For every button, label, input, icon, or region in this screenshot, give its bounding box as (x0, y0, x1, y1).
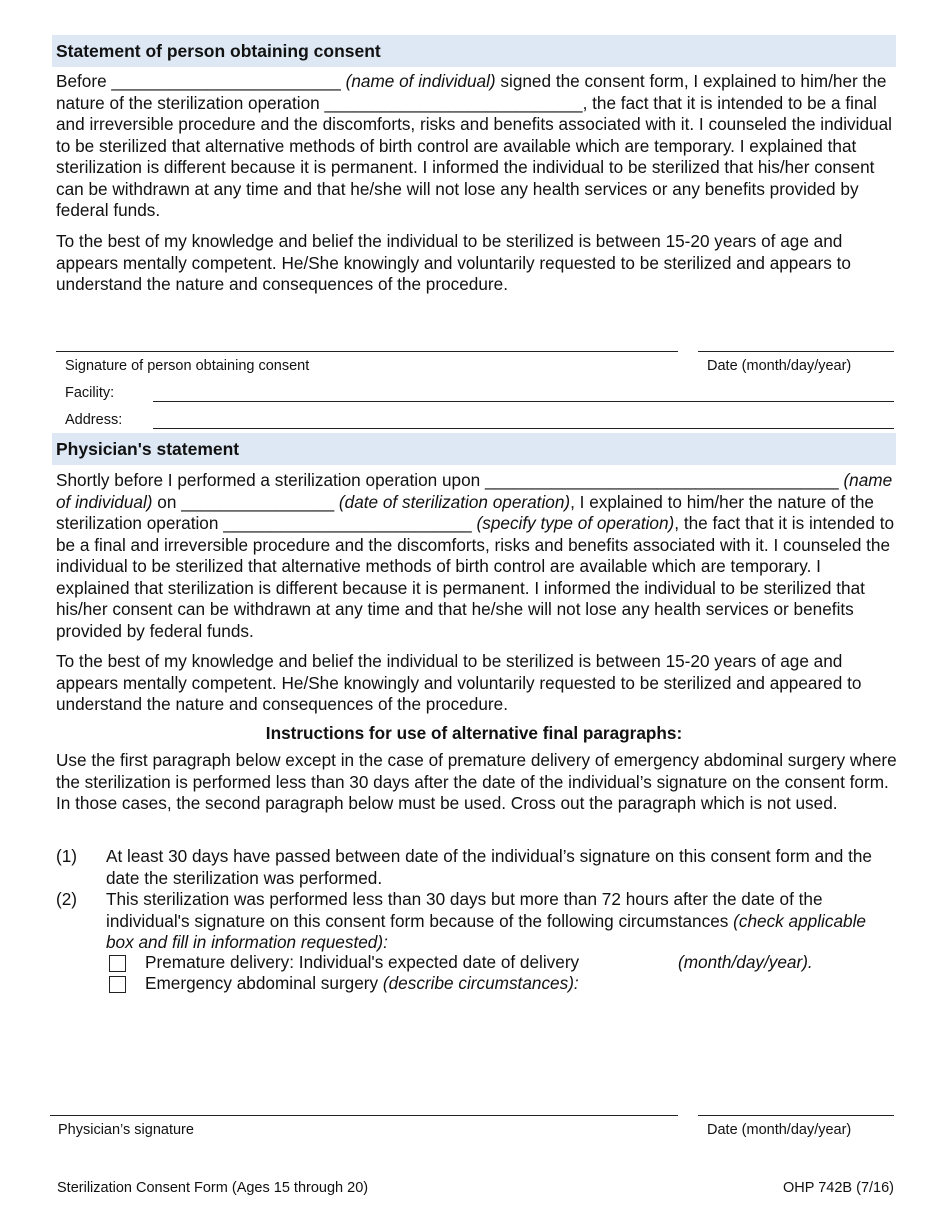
instructions-heading: Instructions for use of alternative final paragraphs: (265, 723, 683, 743)
consent-section-heading: Statement of person obtaining consent (56, 41, 381, 61)
operation-blank[interactable]: ___________________________ (324, 92, 583, 113)
physician-paragraph-2: To the best of my knowledge and belief the individual to be sterilized is between 15-20 years of age and appears mentally competent. He/She knowingly and voluntarily requested to be sterilized and appeared to understand the nature and consequences of the procedure. (56, 651, 862, 714)
address-label: Address: (65, 412, 123, 428)
emergency-surgery-checkbox[interactable] (109, 976, 126, 993)
consent-date-line[interactable] (698, 351, 894, 352)
premature-delivery-checkbox[interactable] (109, 955, 126, 972)
item-1-number: (1) (56, 846, 78, 866)
consent-paragraph-1: Before ________________________ (name of individual) signed the consent form, I explained to him/her the nature of the sterilization operation ___________________________, the fact that it is intended to be a final and irreversible procedure and the discomforts, risks and benefits associated with it. I counseled the individual to be sterilized that alternative methods of birth control are available which are temporary. I explained that sterilization is different because it is permanent. I informed the individual to be sterilized that his/her consent can be withdrawn at any time and that he/she will not lose any health services or any benefits provided by federal funds. (56, 71, 892, 220)
physician-individual-name-blank[interactable]: _____________________________________ (484, 470, 839, 490)
physician-date-line[interactable] (698, 1115, 894, 1116)
facility-label: Facility: (65, 385, 115, 401)
facility-field[interactable] (153, 401, 894, 402)
operation-date-blank[interactable]: ________________ (181, 491, 335, 512)
consent-paragraph-2: To the best of my knowledge and belief the individual to be sterilized is between 15-20 years of age and appears mentally competent. He/She knowingly and voluntarily requested to be sterilized and appears to understand the nature and consequences of the procedure. (56, 231, 851, 294)
emergency-surgery-label: Emergency abdominal surgery (describe circumstances): (145, 973, 579, 993)
item-2-number: (2) (56, 889, 78, 909)
physician-signature-line[interactable] (50, 1115, 678, 1116)
premature-delivery-label: Premature delivery: Individual's expected date of delivery (145, 952, 580, 972)
premature-delivery-date-hint: (month/day/year). (678, 952, 813, 972)
individual-name-blank[interactable]: ________________________ (111, 71, 341, 91)
consent-section-heading-band (52, 35, 896, 67)
consent-signature-line[interactable] (56, 351, 678, 352)
item-1-text: At least 30 days have passed between date of the individual’s signature on this consent form and the date the sterilization was performed. (106, 846, 872, 888)
physician-paragraph-1: Shortly before I performed a sterilization operation upon _____________________________________ (name of individual) on ________________ (date of sterilization operation), I explained to him/her the nature of the sterilization operation __________________________ (specify type of operation), the fact that it is intended to be a final and irreversible procedure and the discomforts, risks and benefits associated with it. I counseled the individual to be sterilized that alternative methods of birth control are available which are temporary. I explained that sterilization is different because it is permanent. I informed the individual to be sterilized that his/her consent can be withdrawn at any time and that he/she will not lose any health services or benefits provided by federal funds. (56, 470, 895, 641)
physician-section-heading: Physician's statement (56, 439, 240, 459)
physician-signature-label: Physician’s signature (58, 1122, 194, 1138)
item-2-text: This sterilization was performed less than 30 days but more than 72 hours after the date of the individual's signature on this consent form because of the following circumstances (check applicable box and fill in information requested): (106, 889, 866, 952)
footer-form-number: OHP 742B (7/16) (783, 1180, 894, 1196)
consent-date-label: Date (month/day/year) (707, 358, 852, 374)
consent-signature-label: Signature of person obtaining consent (65, 358, 310, 374)
instructions-paragraph: Use the first paragraph below except in the case of premature delivery of emergency abdominal surgery where the sterilization is performed less than 30 days after the date of the individual’s signature on the consent form. In those cases, the second paragraph below must be used. Cross out the paragraph which is not used. (56, 750, 897, 813)
physician-date-label: Date (month/day/year) (707, 1122, 852, 1138)
operation-type-blank[interactable]: __________________________ (223, 513, 472, 533)
footer-form-title: Sterilization Consent Form (Ages 15 through 20) (57, 1180, 369, 1196)
physician-section-heading-band (52, 433, 896, 465)
address-field[interactable] (153, 428, 894, 429)
